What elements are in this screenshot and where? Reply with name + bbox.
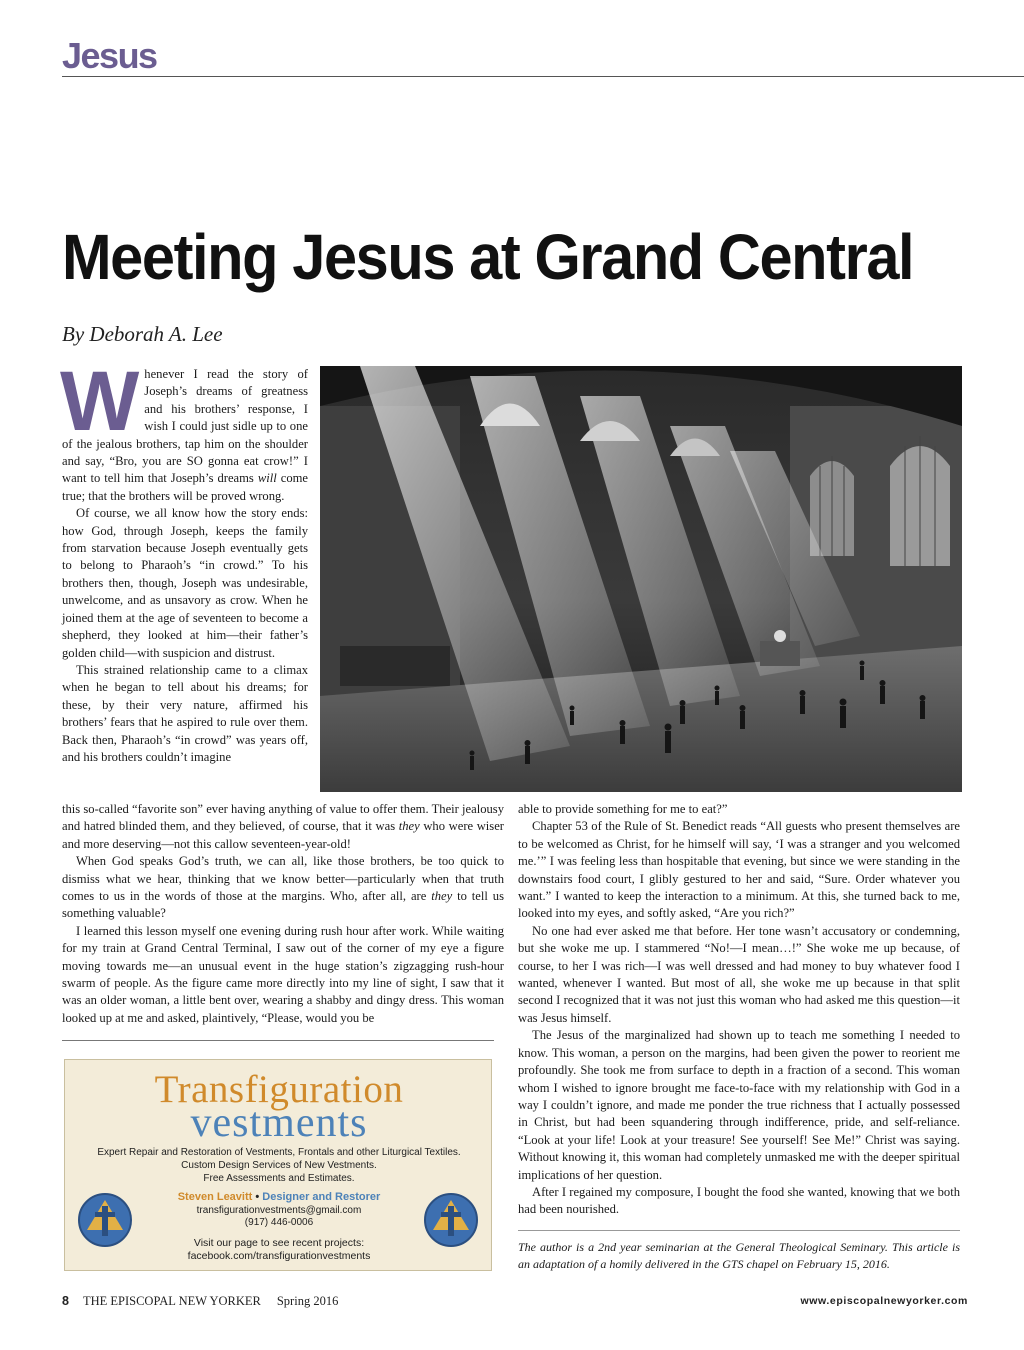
footer-left [62,1294,338,1309]
paragraph-9: After I regained my composure, I bought the food she wanted, knowing that we both had been nourished. [518,1184,960,1217]
header-rule [62,76,1024,77]
page-number: 8 [62,1294,69,1308]
paragraph-2: Of course, we all know how the story ends: how God, through Joseph, keeps the family from starvation because Joseph eventually gets to belong to Pharaoh’s “in crowd.” To his brothers then, though, Joseph was undesirable, unwelcome, and as unsavory as crow. When he joined them at the age of seventeen to become a shepherd, they looked at him—their father’s golden child—with suspicion and distrust. [62,506,308,660]
paragraph-8: The Jesus of the marginalized had shown up to teach me something I needed to know. This woman, a person on the margins, had been given the power to reorient me profoundly. She took me from surface to depth in a fraction of a second. This woman whom I wished to ignore brought me face-to-face with my relationship with God in a way I couldn’t ignore, and made me ponder the true richness that I actually possessed in Christ, but had been squandering through indifference, pride, and self-reliance. “Look at your life! Look at your treasure! See yourself! See Me!” Christ was saying. Without knowing it, this woman had completely unmasked me with the deeper spiritual implications of her question. [518,1028,960,1182]
column-1-top [60,354,308,766]
ad-services: Expert Repair and Restoration of Vestments, Frontals and other Liturgical Textiles. [97,1147,461,1158]
website-link[interactable]: www.episcopalnewyorker.com [800,1295,968,1307]
paragraph-4: When God speaks God’s truth, we can all, like those brothers, be too quick to dismiss what we hear, thinking that we know better—particularly when that truth comes to us in the words of those at the margins. Who, after all, are they to tell us something valuable? [62,854,504,921]
ad-free-estimates: Free Assessments and Estimates. [203,1173,355,1184]
section-label: Jesus [62,35,157,76]
ad-rule [62,1040,494,1041]
ad-visit-text: Visit our page to see recent projects: [193,1237,365,1249]
ad-title-line2: vestments [190,1100,368,1146]
paragraph-6: Chapter 53 of the Rule of St. Benedict reads “All guests who present themselves are to be welcomed as Christ, for he himself will say, ‘I was a stranger and you welcomed me.’” I was feeling less than hospitable that evening, but since we were standing in the downstairs food court, I glibly gestured to her and said, “Sure. Order whatever you want.” I wanted to keep the interaction to a minimum. At this, she turned back to me, looked into my eyes, and softly asked, “Are you rich?” [518,819,960,921]
paragraph-1: Whenever I read the story of Joseph’s dreams of greatness and his brothers’ response, I wish I could just sidle up to one of the jealous brothers, tap him on the shoulder and say, “Bro, you are SO gonna eat crow!” I want to tell him that Joseph’s dreams will come true; that the brothers will be proved wrong. [60,354,308,503]
column-2 [518,801,960,1219]
transfiguration-emblem-left-icon [77,1192,133,1248]
transfiguration-emblem-right-icon [423,1192,479,1248]
column-1-bottom [62,801,504,1027]
author-note: The author is a 2nd year seminarian at the General Theological Seminary. This article is an adaptation of a homily delivered in the GTS chapel on February 15, 2016. [518,1240,960,1271]
article-title: Meeting Jesus at Grand Central [62,221,914,293]
note-rule [518,1230,960,1231]
byline: By Deborah A. Lee [62,322,223,346]
ad-phone: (917) 446-0006 [244,1217,314,1228]
paragraph-3-continued: this so-called “favorite son” ever having anything of value to offer them. Their jealousy and hatred blinded them, and they believed, of course, that it was they who were wiser and more deserving—not this callow seventeen-year-old! [62,802,504,851]
ad-title-line1: Transfiguration [154,1068,404,1111]
paragraph-5-continued: able to provide something for me to eat?” [518,802,728,816]
ad-facebook-link[interactable]: facebook.com/transfigurationvestments [187,1250,371,1262]
ad-contact-name: Steven Leavitt • Designer and Restorer [177,1191,381,1203]
drop-cap: W [60,354,140,448]
ad-custom-design: Custom Design Services of New Vestments. [181,1160,377,1171]
publication-name: THE EPISCOPAL NEW YORKER [82,1294,261,1308]
paragraph-7: No one had ever asked me that before. Her tone wasn’t accusatory or condemning, but she woke me up. I stammered “No!—I mean…!” She woke me up because, of course, to her I was rich—I was well dressed and had money to buy whatever food I wanted, whenever I wanted. But most of all, she woke me up because in that split second I recognized that it was not just this woman who had asked me this question—it was Jesus himself. [518,923,960,1025]
advertisement [64,1059,492,1271]
paragraph-3: This strained relationship came to a climax when he began to tell about his dreams; for these, by their very nature, affirmed his brothers’ fears that he aspired to rule over them. Back then, Pharaoh’s “in crowd” was years off, and his brothers couldn’t imagine [62,662,308,764]
paragraph-5: I learned this lesson myself one evening during rush hour after work. While waiting for my train at Grand Central Terminal, I saw out of the corner of my eye a figure moving towards me—an unusual event in the huge station’s zigzagging rush-hour swarm of people. As the figure came more directly into my line of sight, I saw that it was an older woman, a little bent over, wearing a shabby and dingy dress. This woman looked up at me and asked, plaintively, “Please, would you be [62,923,504,1025]
issue-season: Spring 2016 [276,1294,339,1308]
grand-central-photo [320,366,962,792]
ad-email[interactable]: transfigurationvestments@gmail.com [196,1205,362,1216]
